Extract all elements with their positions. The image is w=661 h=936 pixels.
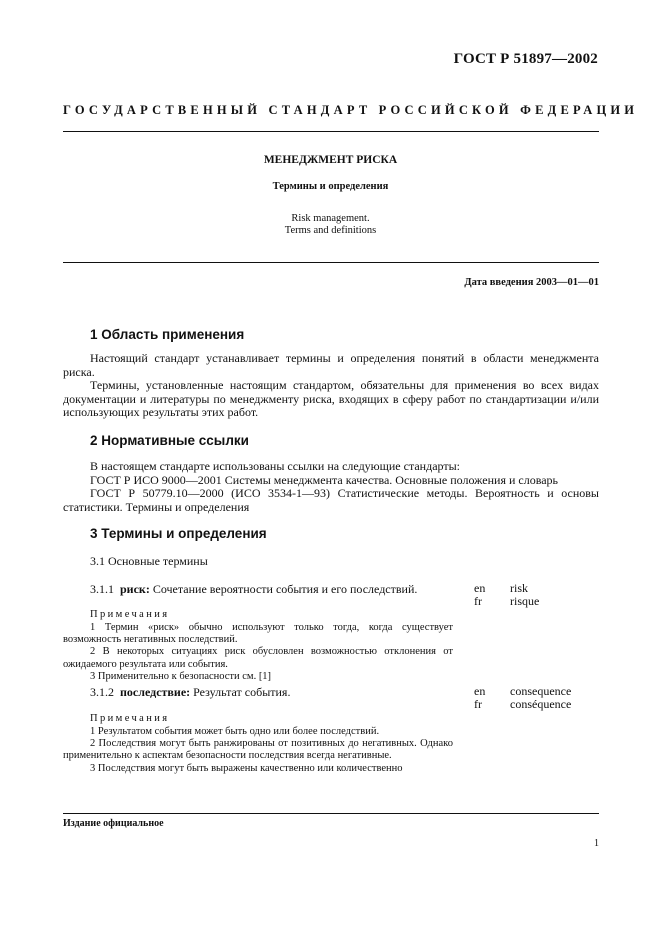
note-item: 1 Результатом события может быть одно или более последствий.	[90, 726, 380, 737]
notes-list	[63, 622, 453, 683]
term-name: последствие:	[120, 685, 191, 699]
middle-divider	[63, 262, 599, 263]
state-standard-heading: ГОСУДАРСТВЕННЫЙ СТАНДАРТ РОССИЙСКОЙ ФЕДЕРАЦИИ	[63, 103, 639, 117]
section-3-heading: 3 Термины и определения	[90, 526, 267, 541]
english-title-line-1: Risk management.	[291, 213, 370, 224]
section-1-body	[63, 352, 599, 420]
subsection-3-1-heading: 3.1 Основные термины	[90, 554, 208, 568]
document-number: ГОСТ Р 51897—2002	[453, 51, 598, 67]
section-2-body	[63, 460, 599, 514]
english-title	[0, 213, 661, 237]
lang-code-fr: fr	[474, 697, 482, 711]
footer-divider	[63, 813, 599, 814]
note-item: 2 Последствия могут быть ранжированы от позитивных до негативных. Однако применительно к аспектам безопасности последствия всегда негативные.	[63, 738, 453, 762]
term-number: 3.1.1	[90, 582, 114, 596]
page-number: 1	[594, 838, 599, 849]
note-item: 1 Термин «риск» обычно используют только тогда, когда существует возможность негативных последствий.	[63, 622, 453, 646]
translation-fr: conséquence	[510, 697, 572, 711]
official-edition-label: Издание официальное	[63, 818, 164, 829]
term-languages	[474, 685, 485, 711]
section-1-paragraph-2: Термины, установленные настоящим стандартом, обязательны для применения во всех видах документации и литературы по менеджменту риска, входящих в сферу работ по стандартизации и/или использующих результаты этих работ.	[63, 378, 599, 419]
notes-heading: Примечания	[90, 713, 170, 724]
note-item: 2 В некоторых ситуациях риск обусловлен возможностью отклонения от ожидаемого результата или события.	[63, 646, 453, 670]
term-name: риск:	[120, 582, 150, 596]
term-definition: Сочетание вероятности события и его последствий.	[152, 582, 418, 596]
term-number: 3.1.2	[90, 685, 114, 699]
notes-heading: Примечания	[90, 609, 170, 620]
lang-code-en: en	[474, 581, 486, 595]
term-definition: Результат события.	[193, 685, 291, 699]
lang-code-en: en	[474, 684, 486, 698]
term-entry-consequence	[90, 685, 470, 700]
section-1-heading: 1 Область применения	[90, 327, 245, 342]
section-2-paragraph-1: В настоящем стандарте использованы ссылки на следующие стандарты:	[90, 459, 461, 473]
translation-fr: risque	[510, 594, 540, 608]
term-languages	[474, 582, 485, 608]
note-item: 3 Последствия могут быть выражены качественно или количественно	[90, 762, 403, 774]
term-translations	[510, 685, 571, 711]
term-translations	[510, 582, 539, 608]
lang-code-fr: fr	[474, 594, 482, 608]
note-item: 3 Применительно к безопасности см. [1]	[90, 670, 272, 682]
document-subtitle: Термины и определения	[272, 181, 389, 192]
section-2-reference-2: ГОСТ Р 50779.10—2000 (ИСО 3534-1—93) Статистические методы. Вероятность и основы статистики. Термины и определения	[63, 486, 599, 514]
section-2-heading: 2 Нормативные ссылки	[90, 433, 249, 448]
document-title: МЕНЕДЖМЕНТ РИСКА	[263, 154, 398, 166]
top-divider	[63, 131, 599, 132]
section-2-reference-1: ГОСТ Р ИСО 9000—2001 Системы менеджмента качества. Основные положения и словарь	[90, 472, 559, 487]
term-entry-risk	[90, 582, 470, 597]
translation-en: risk	[510, 581, 528, 595]
introduction-date: Дата введения 2003—01—01	[464, 277, 599, 288]
section-1-paragraph-1: Настоящий стандарт устанавливает термины и определения понятий в области менеджмента риска.	[63, 351, 599, 379]
english-title-line-2: Terms and definitions	[284, 225, 377, 236]
notes-list	[63, 726, 453, 775]
translation-en: consequence	[510, 684, 572, 698]
